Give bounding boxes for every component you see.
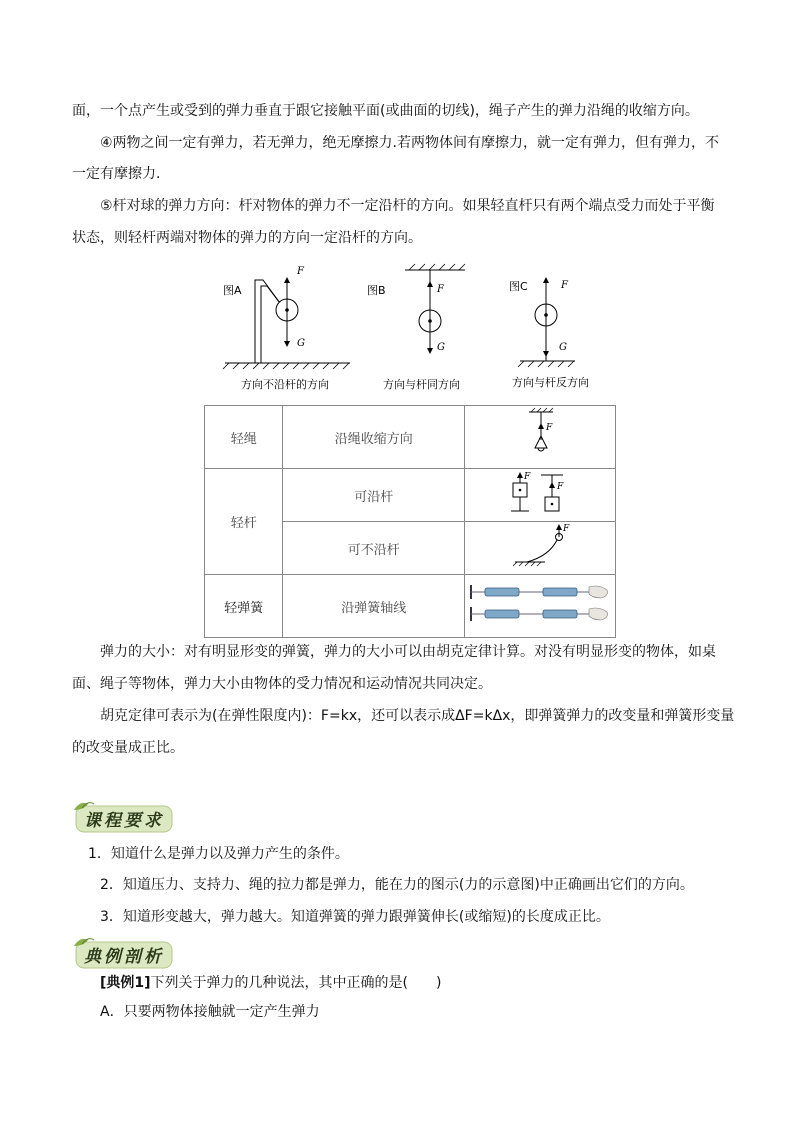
figure-b-label: 图B [367,284,386,297]
force-f-label: F [561,280,568,291]
figure-a-caption: 方向不沿杆的方向 [241,378,329,391]
example-analysis-badge-svg [72,936,176,970]
table-cell: 可不沿杆 [283,522,465,575]
spring-scale-bottom [471,607,607,621]
figure-c-caption: 方向与杆反方向 [512,376,589,389]
rope-diagram-cell [464,406,615,469]
force-f-label: F [556,482,564,492]
rod-not-diagram [465,522,615,570]
section-title: 课程要求 [84,811,164,831]
option-a: A．只要两物体接触就一定产生弹力 [100,1004,320,1020]
force-g-label: G [297,338,305,349]
rope-diagram [465,406,615,464]
force-f-label: F [545,423,553,433]
hooke-law-line1: 胡克定律可表示为(在弹性限度内)：F=kx，还可以表示成ΔF=kΔx，即弹簧弹力的改变量和弹簧形变量 [100,708,735,724]
table-cell: 沿绳收缩方向 [283,406,465,469]
force-f-label: F [297,266,304,277]
point-4-line1: ④两物之间一定有弹力，若无弹力，绝无摩擦力.若两物体间有摩擦力，就一定有弹力，但有弹力，不 [100,135,719,151]
table-cell: 轻杆 [205,469,283,575]
example-text: 下列关于弹力的几种说法，其中正确的是( ) [150,975,442,991]
table-cell: 轻弹簧 [205,575,283,638]
point-5-line2: 状态，则轻杆两端对物体的弹力的方向一定沿杆的方向。 [72,230,422,246]
course-requirements-badge-svg [72,800,176,834]
spring-diagram [465,575,615,633]
rod-along-diagram-cell [464,469,615,522]
point-4-line2: 一定有摩擦力. [72,166,161,182]
figure-a [223,278,350,369]
spring-scale-top [471,585,607,599]
body-line: 面，一个点产生或受到的弹力垂直于跟它接触平面(或曲面的切线)，绳子产生的弹力沿绳的收缩方向。 [72,103,699,119]
elastic-force-table [204,405,616,638]
figure-b [405,264,465,353]
force-f-label: F [437,284,444,295]
table-cell: 可沿杆 [283,469,465,522]
figure-b-caption: 方向与杆同方向 [383,378,460,391]
spring-diagram-cell [464,575,615,638]
point-5-line1: ⑤杆对球的弹力方向：杆对物体的弹力不一定沿杆的方向。如果轻直杆只有两个端点受力而处于平衡 [100,198,715,214]
example-tag: [典例1] [100,975,151,991]
section-title: 典例剖析 [84,947,164,967]
table-row [205,406,616,469]
table-row [205,469,616,522]
figure-a-label: 图A [223,284,242,297]
rod-not-diagram-cell [464,522,615,575]
force-size-line1: 弹力的大小：对有明显形变的弹簧，弹力的大小可以由胡克定律计算。对没有明显形变的物体，如桌 [100,644,716,660]
rod-along-diagram [465,469,615,517]
table-row [205,575,616,638]
force-f-label: F [562,524,570,534]
example-analysis-badge [72,936,176,966]
figures-svg [215,258,635,398]
requirement-item: 1．知道什么是弹力以及弹力产生的条件。 [88,846,349,862]
force-f-label: F [523,472,531,482]
example-question [100,973,441,993]
hooke-law-line2: 的改变量成正比。 [72,740,184,756]
requirement-item: 3．知道形变越大，弹力越大。知道弹簧的弹力跟弹簧伸长(或缩短)的长度成正比。 [100,909,610,925]
figure-c-label: 图C [509,280,528,293]
force-g-label: G [559,342,567,353]
table-cell: 沿弹簧轴线 [283,575,465,638]
course-requirements-badge [72,800,176,830]
force-size-line2: 面、绳子等物体，弹力大小由物体的受力情况和运动情况共同决定。 [72,676,492,692]
table-cell: 轻绳 [205,406,283,469]
force-g-label: G [437,342,445,353]
rod-force-figures [215,258,635,398]
requirement-item: 2．知道压力、支持力、绳的拉力都是弹力，能在力的图示(力的示意图)中正确画出它们的方向。 [100,877,694,893]
